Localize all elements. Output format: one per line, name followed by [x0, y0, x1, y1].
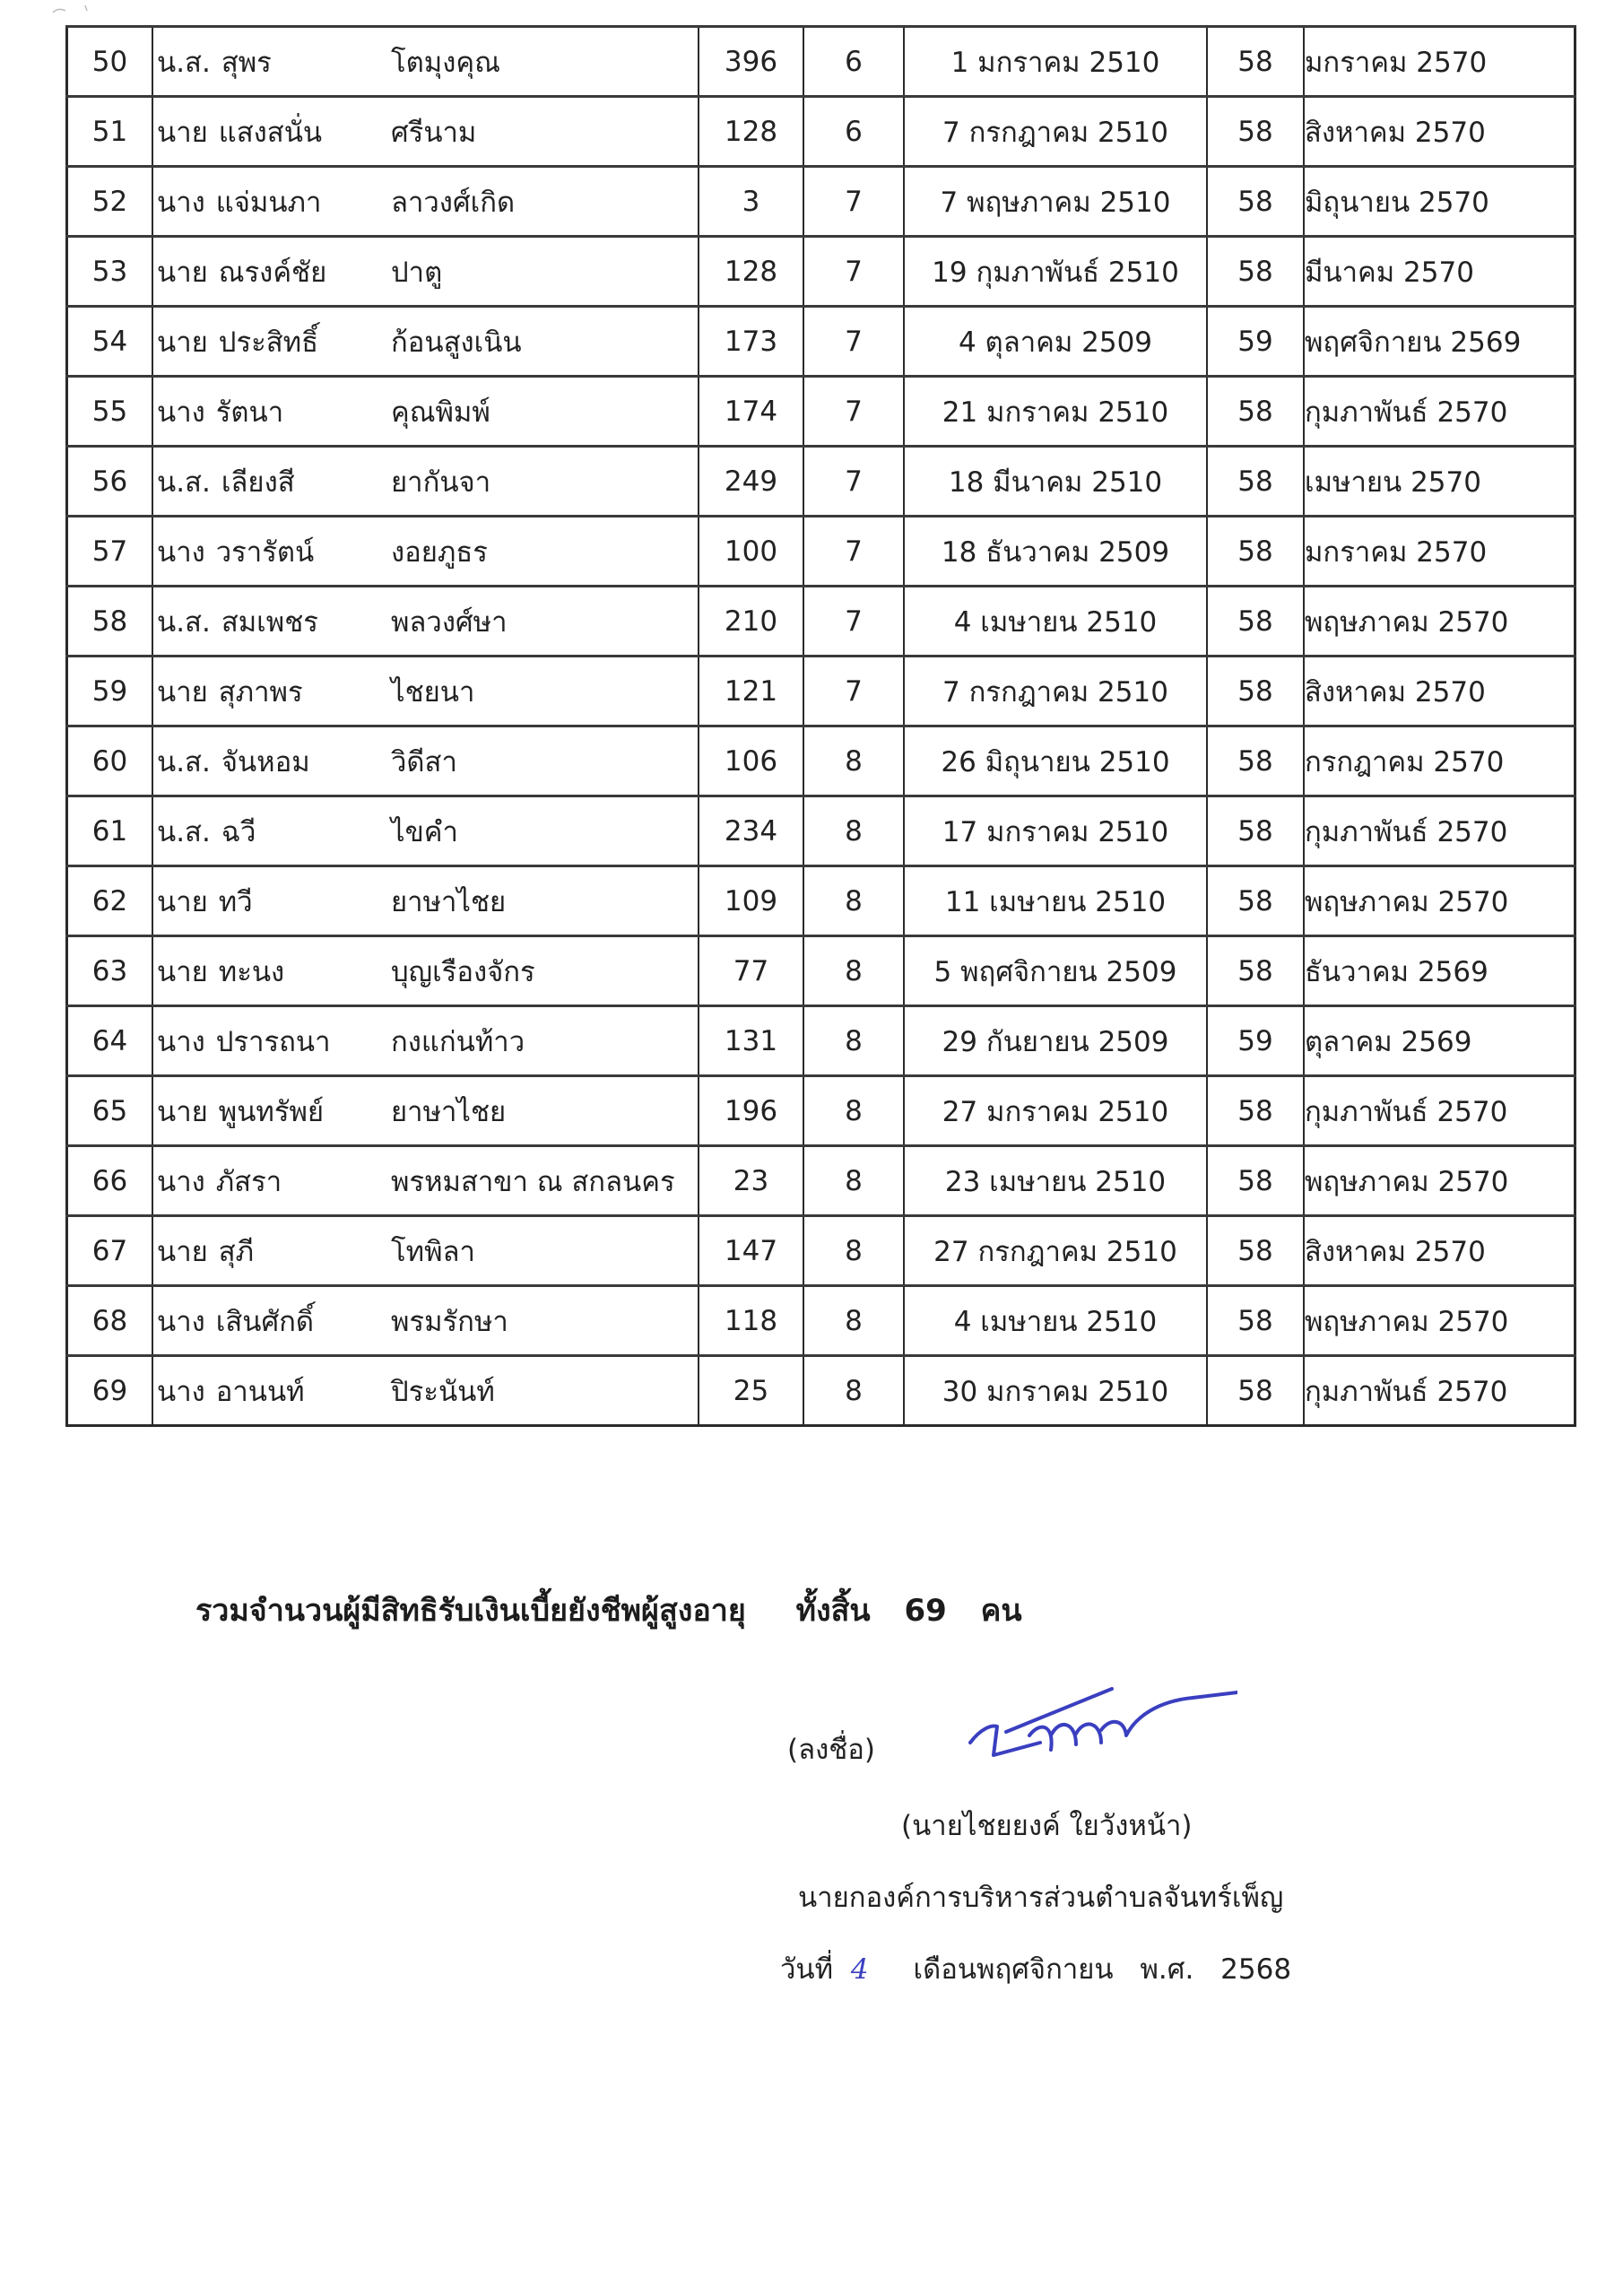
cell-house-number: 234 — [699, 796, 803, 866]
first-name: สุภาพร — [218, 675, 303, 709]
date-prefix: วันที่ — [780, 1953, 834, 1986]
cell-age: 58 — [1207, 27, 1304, 97]
name-title: นาง — [157, 396, 205, 429]
cell-birth-date: 4 เมษายน 2510 — [904, 587, 1207, 657]
first-name: ทะนง — [218, 955, 285, 988]
cell-full-name — [152, 377, 699, 447]
cell-full-name — [152, 1006, 699, 1076]
cell-age: 59 — [1207, 307, 1304, 377]
surname: กงแก่นท้าว — [391, 1025, 525, 1058]
cell-eligible-month: กุมภาพันธ์ 2570 — [1304, 377, 1575, 447]
first-name: แจ่มนภา — [215, 186, 322, 219]
cell-village-number: 7 — [803, 377, 904, 447]
cell-house-number: 77 — [699, 936, 803, 1006]
cell-age: 58 — [1207, 726, 1304, 796]
cell-eligible-month: พฤษภาคม 2570 — [1304, 1286, 1575, 1356]
name-title: น.ส. — [157, 465, 211, 499]
cell-birth-date: 4 เมษายน 2510 — [904, 1286, 1207, 1356]
first-name: เลียงสี — [221, 465, 295, 499]
cell-village-number: 6 — [803, 27, 904, 97]
cell-full-name — [152, 657, 699, 726]
cell-eligible-month: ธันวาคม 2569 — [1304, 936, 1575, 1006]
surname: ไขคำ — [391, 815, 458, 848]
cell-village-number: 6 — [803, 97, 904, 167]
table-row — [67, 1076, 1575, 1146]
first-name: จันหอม — [221, 745, 310, 778]
cell-village-number: 8 — [803, 1286, 904, 1356]
name-title: นาย — [157, 326, 208, 359]
cell-age: 58 — [1207, 377, 1304, 447]
cell-sequence-number: 63 — [67, 936, 153, 1006]
table-row — [67, 866, 1575, 936]
surname: ศรีนาม — [391, 116, 477, 149]
cell-sequence-number: 54 — [67, 307, 153, 377]
first-name: รัตนา — [215, 396, 284, 429]
cell-eligible-month: ตุลาคม 2569 — [1304, 1006, 1575, 1076]
cell-house-number: 173 — [699, 307, 803, 377]
cell-village-number: 7 — [803, 517, 904, 587]
name-title: นาย — [157, 675, 208, 709]
table-row — [67, 1146, 1575, 1216]
cell-eligible-month: สิงหาคม 2570 — [1304, 657, 1575, 726]
date-month: เดือนพฤศจิกายน — [913, 1953, 1114, 1986]
signed-date — [780, 1946, 1291, 1991]
surname: พรมรักษา — [391, 1305, 508, 1338]
cell-sequence-number: 51 — [67, 97, 153, 167]
cell-age: 58 — [1207, 1356, 1304, 1426]
name-title: นาง — [157, 1025, 205, 1058]
date-era: พ.ศ. — [1140, 1953, 1194, 1986]
table-row — [67, 1216, 1575, 1286]
first-name: เสินศักดิ์ — [215, 1305, 315, 1338]
cell-eligible-month: กุมภาพันธ์ 2570 — [1304, 1356, 1575, 1426]
cell-birth-date: 26 มิถุนายน 2510 — [904, 726, 1207, 796]
name-title: นาย — [157, 885, 208, 918]
cell-eligible-month: มีนาคม 2570 — [1304, 237, 1575, 307]
cell-eligible-month: พฤษภาคม 2570 — [1304, 866, 1575, 936]
name-title: นาย — [157, 1235, 208, 1268]
cell-sequence-number: 67 — [67, 1216, 153, 1286]
first-name: ทวี — [218, 885, 253, 918]
cell-sequence-number: 52 — [67, 167, 153, 237]
cell-age: 58 — [1207, 657, 1304, 726]
cell-sequence-number: 59 — [67, 657, 153, 726]
cell-sequence-number: 66 — [67, 1146, 153, 1216]
name-title: น.ส. — [157, 605, 211, 639]
cell-village-number: 8 — [803, 796, 904, 866]
cell-age: 58 — [1207, 517, 1304, 587]
first-name: อานนท์ — [215, 1375, 305, 1408]
surname: พรหมสาขา ณ สกลนคร — [391, 1165, 675, 1198]
cell-birth-date: 1 มกราคม 2510 — [904, 27, 1207, 97]
summary-line — [195, 1586, 1022, 1634]
surname: ปาตู — [391, 256, 443, 289]
cell-house-number: 396 — [699, 27, 803, 97]
cell-house-number: 106 — [699, 726, 803, 796]
cell-village-number: 7 — [803, 167, 904, 237]
cell-eligible-month: กุมภาพันธ์ 2570 — [1304, 796, 1575, 866]
summary-total-label: ทั้งสิ้น — [795, 1593, 871, 1629]
first-name: สุภี — [218, 1235, 255, 1268]
name-title: นาย — [157, 256, 208, 289]
cell-full-name — [152, 447, 699, 517]
first-name: สมเพชร — [221, 605, 318, 639]
cell-full-name — [152, 1076, 699, 1146]
cell-eligible-month: สิงหาคม 2570 — [1304, 97, 1575, 167]
cell-eligible-month: มิถุนายน 2570 — [1304, 167, 1575, 237]
cell-birth-date: 5 พฤศจิกายน 2509 — [904, 936, 1207, 1006]
cell-age: 58 — [1207, 237, 1304, 307]
first-name: พูนทรัพย์ — [218, 1095, 325, 1128]
cell-house-number: 3 — [699, 167, 803, 237]
surname: ปิระนันท์ — [391, 1375, 495, 1408]
cell-village-number: 7 — [803, 237, 904, 307]
cell-village-number: 8 — [803, 1006, 904, 1076]
date-day-handwritten: 4 — [850, 1953, 869, 1986]
signer-position: นายกองค์การบริหารส่วนตำบลจันทร์เพ็ญ — [798, 1882, 1284, 1914]
cell-full-name — [152, 587, 699, 657]
surname: คุณพิมพ์ — [391, 396, 490, 429]
cell-birth-date: 23 เมษายน 2510 — [904, 1146, 1207, 1216]
surname: ก้อนสูงเนิน — [391, 326, 522, 359]
surname: งอยภูธร — [391, 535, 488, 569]
cell-house-number: 131 — [699, 1006, 803, 1076]
table-row — [67, 307, 1575, 377]
cell-full-name — [152, 1286, 699, 1356]
cell-eligible-month: มกราคม 2570 — [1304, 27, 1575, 97]
cell-age: 58 — [1207, 447, 1304, 517]
surname: ยาษาไชย — [391, 885, 507, 918]
cell-eligible-month: กรกฎาคม 2570 — [1304, 726, 1575, 796]
cell-village-number: 8 — [803, 1076, 904, 1146]
cell-house-number: 147 — [699, 1216, 803, 1286]
surname: พลวงศ์ษา — [391, 605, 508, 639]
cell-eligible-month: พฤษภาคม 2570 — [1304, 587, 1575, 657]
cell-sequence-number: 68 — [67, 1286, 153, 1356]
cell-village-number: 7 — [803, 307, 904, 377]
cell-full-name — [152, 517, 699, 587]
cell-birth-date: 18 มีนาคม 2510 — [904, 447, 1207, 517]
cell-age: 58 — [1207, 1216, 1304, 1286]
cell-eligible-month: กุมภาพันธ์ 2570 — [1304, 1076, 1575, 1146]
signer-name: (นายไชยยงค์ ใยวังหน้า) — [901, 1810, 1193, 1842]
surname: โทพิลา — [391, 1235, 475, 1268]
cell-birth-date: 19 กุมภาพันธ์ 2510 — [904, 237, 1207, 307]
cell-village-number: 7 — [803, 447, 904, 517]
table-row — [67, 936, 1575, 1006]
table-row — [67, 517, 1575, 587]
pension-roster-table — [65, 25, 1576, 1427]
cell-house-number: 196 — [699, 1076, 803, 1146]
name-title: นาย — [157, 1095, 208, 1128]
table-row — [67, 167, 1575, 237]
table-row — [67, 27, 1575, 97]
cell-full-name — [152, 936, 699, 1006]
table-row — [67, 1286, 1575, 1356]
table-row — [67, 587, 1575, 657]
cell-birth-date: 21 มกราคม 2510 — [904, 377, 1207, 447]
cell-house-number: 249 — [699, 447, 803, 517]
cell-full-name — [152, 1146, 699, 1216]
cell-age: 58 — [1207, 587, 1304, 657]
first-name: วรารัตน์ — [215, 535, 315, 569]
sign-label: (ลงชื่อ) — [787, 1734, 875, 1766]
cell-sequence-number: 58 — [67, 587, 153, 657]
cell-full-name — [152, 726, 699, 796]
first-name: ปรารถนา — [215, 1025, 331, 1058]
cell-house-number: 121 — [699, 657, 803, 726]
handwritten-signature — [950, 1673, 1237, 1771]
summary-unit: คน — [980, 1593, 1022, 1629]
cell-birth-date: 27 มกราคม 2510 — [904, 1076, 1207, 1146]
name-title: นาย — [157, 116, 208, 149]
first-name: ประสิทธิ์ — [218, 326, 319, 359]
cell-house-number: 100 — [699, 517, 803, 587]
cell-full-name — [152, 1356, 699, 1426]
cell-age: 58 — [1207, 936, 1304, 1006]
scan-artifact-mark — [49, 0, 121, 18]
cell-age: 58 — [1207, 167, 1304, 237]
cell-sequence-number: 69 — [67, 1356, 153, 1426]
cell-eligible-month: มกราคม 2570 — [1304, 517, 1575, 587]
cell-sequence-number: 56 — [67, 447, 153, 517]
first-name: สุพร — [221, 46, 272, 79]
cell-age: 58 — [1207, 1076, 1304, 1146]
surname: โตมุงคุณ — [391, 46, 500, 79]
table-row — [67, 237, 1575, 307]
cell-birth-date: 27 กรกฎาคม 2510 — [904, 1216, 1207, 1286]
cell-eligible-month: พฤศจิกายน 2569 — [1304, 307, 1575, 377]
cell-sequence-number: 65 — [67, 1076, 153, 1146]
cell-birth-date: 17 มกราคม 2510 — [904, 796, 1207, 866]
cell-birth-date: 11 เมษายน 2510 — [904, 866, 1207, 936]
cell-village-number: 8 — [803, 726, 904, 796]
cell-eligible-month: เมษายน 2570 — [1304, 447, 1575, 517]
name-title: นาง — [157, 535, 205, 569]
name-title: นาย — [157, 955, 208, 988]
cell-village-number: 7 — [803, 657, 904, 726]
cell-birth-date: 7 กรกฎาคม 2510 — [904, 657, 1207, 726]
first-name: ภัสรา — [215, 1165, 282, 1198]
cell-house-number: 128 — [699, 237, 803, 307]
cell-full-name — [152, 866, 699, 936]
cell-village-number: 7 — [803, 587, 904, 657]
name-title: น.ส. — [157, 46, 211, 79]
cell-birth-date: 18 ธันวาคม 2509 — [904, 517, 1207, 587]
cell-full-name — [152, 307, 699, 377]
roster-body — [67, 27, 1575, 1426]
surname: ยากันจา — [391, 465, 491, 499]
name-title: นาง — [157, 1305, 205, 1338]
cell-house-number: 174 — [699, 377, 803, 447]
cell-eligible-month: สิงหาคม 2570 — [1304, 1216, 1575, 1286]
surname: วิดีสา — [391, 745, 457, 778]
surname: ไชยนา — [391, 675, 475, 709]
cell-age: 58 — [1207, 1286, 1304, 1356]
cell-full-name — [152, 237, 699, 307]
cell-sequence-number: 60 — [67, 726, 153, 796]
name-title: นาง — [157, 1165, 205, 1198]
table-row — [67, 726, 1575, 796]
name-title: นาง — [157, 186, 205, 219]
name-title: น.ส. — [157, 815, 211, 848]
cell-birth-date: 29 กันยายน 2509 — [904, 1006, 1207, 1076]
table-row — [67, 1356, 1575, 1426]
cell-eligible-month: พฤษภาคม 2570 — [1304, 1146, 1575, 1216]
cell-age: 58 — [1207, 1146, 1304, 1216]
table-row — [67, 447, 1575, 517]
cell-house-number: 210 — [699, 587, 803, 657]
cell-house-number: 118 — [699, 1286, 803, 1356]
cell-birth-date: 7 พฤษภาคม 2510 — [904, 167, 1207, 237]
cell-sequence-number: 57 — [67, 517, 153, 587]
cell-sequence-number: 55 — [67, 377, 153, 447]
first-name: แสงสนั่น — [218, 116, 323, 149]
name-title: น.ส. — [157, 745, 211, 778]
cell-full-name — [152, 97, 699, 167]
cell-full-name — [152, 1216, 699, 1286]
table-row — [67, 796, 1575, 866]
cell-age: 58 — [1207, 97, 1304, 167]
summary-total: 69 — [904, 1593, 947, 1629]
cell-village-number: 8 — [803, 866, 904, 936]
cell-birth-date: 4 ตุลาคม 2509 — [904, 307, 1207, 377]
cell-village-number: 8 — [803, 1356, 904, 1426]
surname: ยาษาไชย — [391, 1095, 507, 1128]
cell-house-number: 109 — [699, 866, 803, 936]
cell-sequence-number: 61 — [67, 796, 153, 866]
cell-full-name — [152, 796, 699, 866]
surname: บุญเรืองจักร — [391, 955, 535, 988]
cell-sequence-number: 53 — [67, 237, 153, 307]
cell-birth-date: 7 กรกฎาคม 2510 — [904, 97, 1207, 167]
cell-house-number: 25 — [699, 1356, 803, 1426]
cell-village-number: 8 — [803, 1216, 904, 1286]
cell-sequence-number: 62 — [67, 866, 153, 936]
table-row — [67, 377, 1575, 447]
cell-age: 58 — [1207, 796, 1304, 866]
cell-full-name — [152, 27, 699, 97]
name-title: นาง — [157, 1375, 205, 1408]
cell-full-name — [152, 167, 699, 237]
first-name: ฉวี — [221, 815, 256, 848]
cell-age: 58 — [1207, 866, 1304, 936]
first-name: ณรงค์ชัย — [218, 256, 327, 289]
table-row — [67, 1006, 1575, 1076]
cell-village-number: 8 — [803, 1146, 904, 1216]
cell-sequence-number: 50 — [67, 27, 153, 97]
table-row — [67, 657, 1575, 726]
cell-house-number: 128 — [699, 97, 803, 167]
summary-label: รวมจำนวนผู้มีสิทธิรับเงินเบี้ยยังชีพผู้สูงอายุ — [195, 1593, 746, 1629]
date-year: 2568 — [1220, 1953, 1292, 1986]
table-row — [67, 97, 1575, 167]
cell-house-number: 23 — [699, 1146, 803, 1216]
cell-village-number: 8 — [803, 936, 904, 1006]
cell-sequence-number: 64 — [67, 1006, 153, 1076]
cell-age: 59 — [1207, 1006, 1304, 1076]
cell-birth-date: 30 มกราคม 2510 — [904, 1356, 1207, 1426]
surname: ลาวงศ์เกิด — [391, 186, 516, 219]
